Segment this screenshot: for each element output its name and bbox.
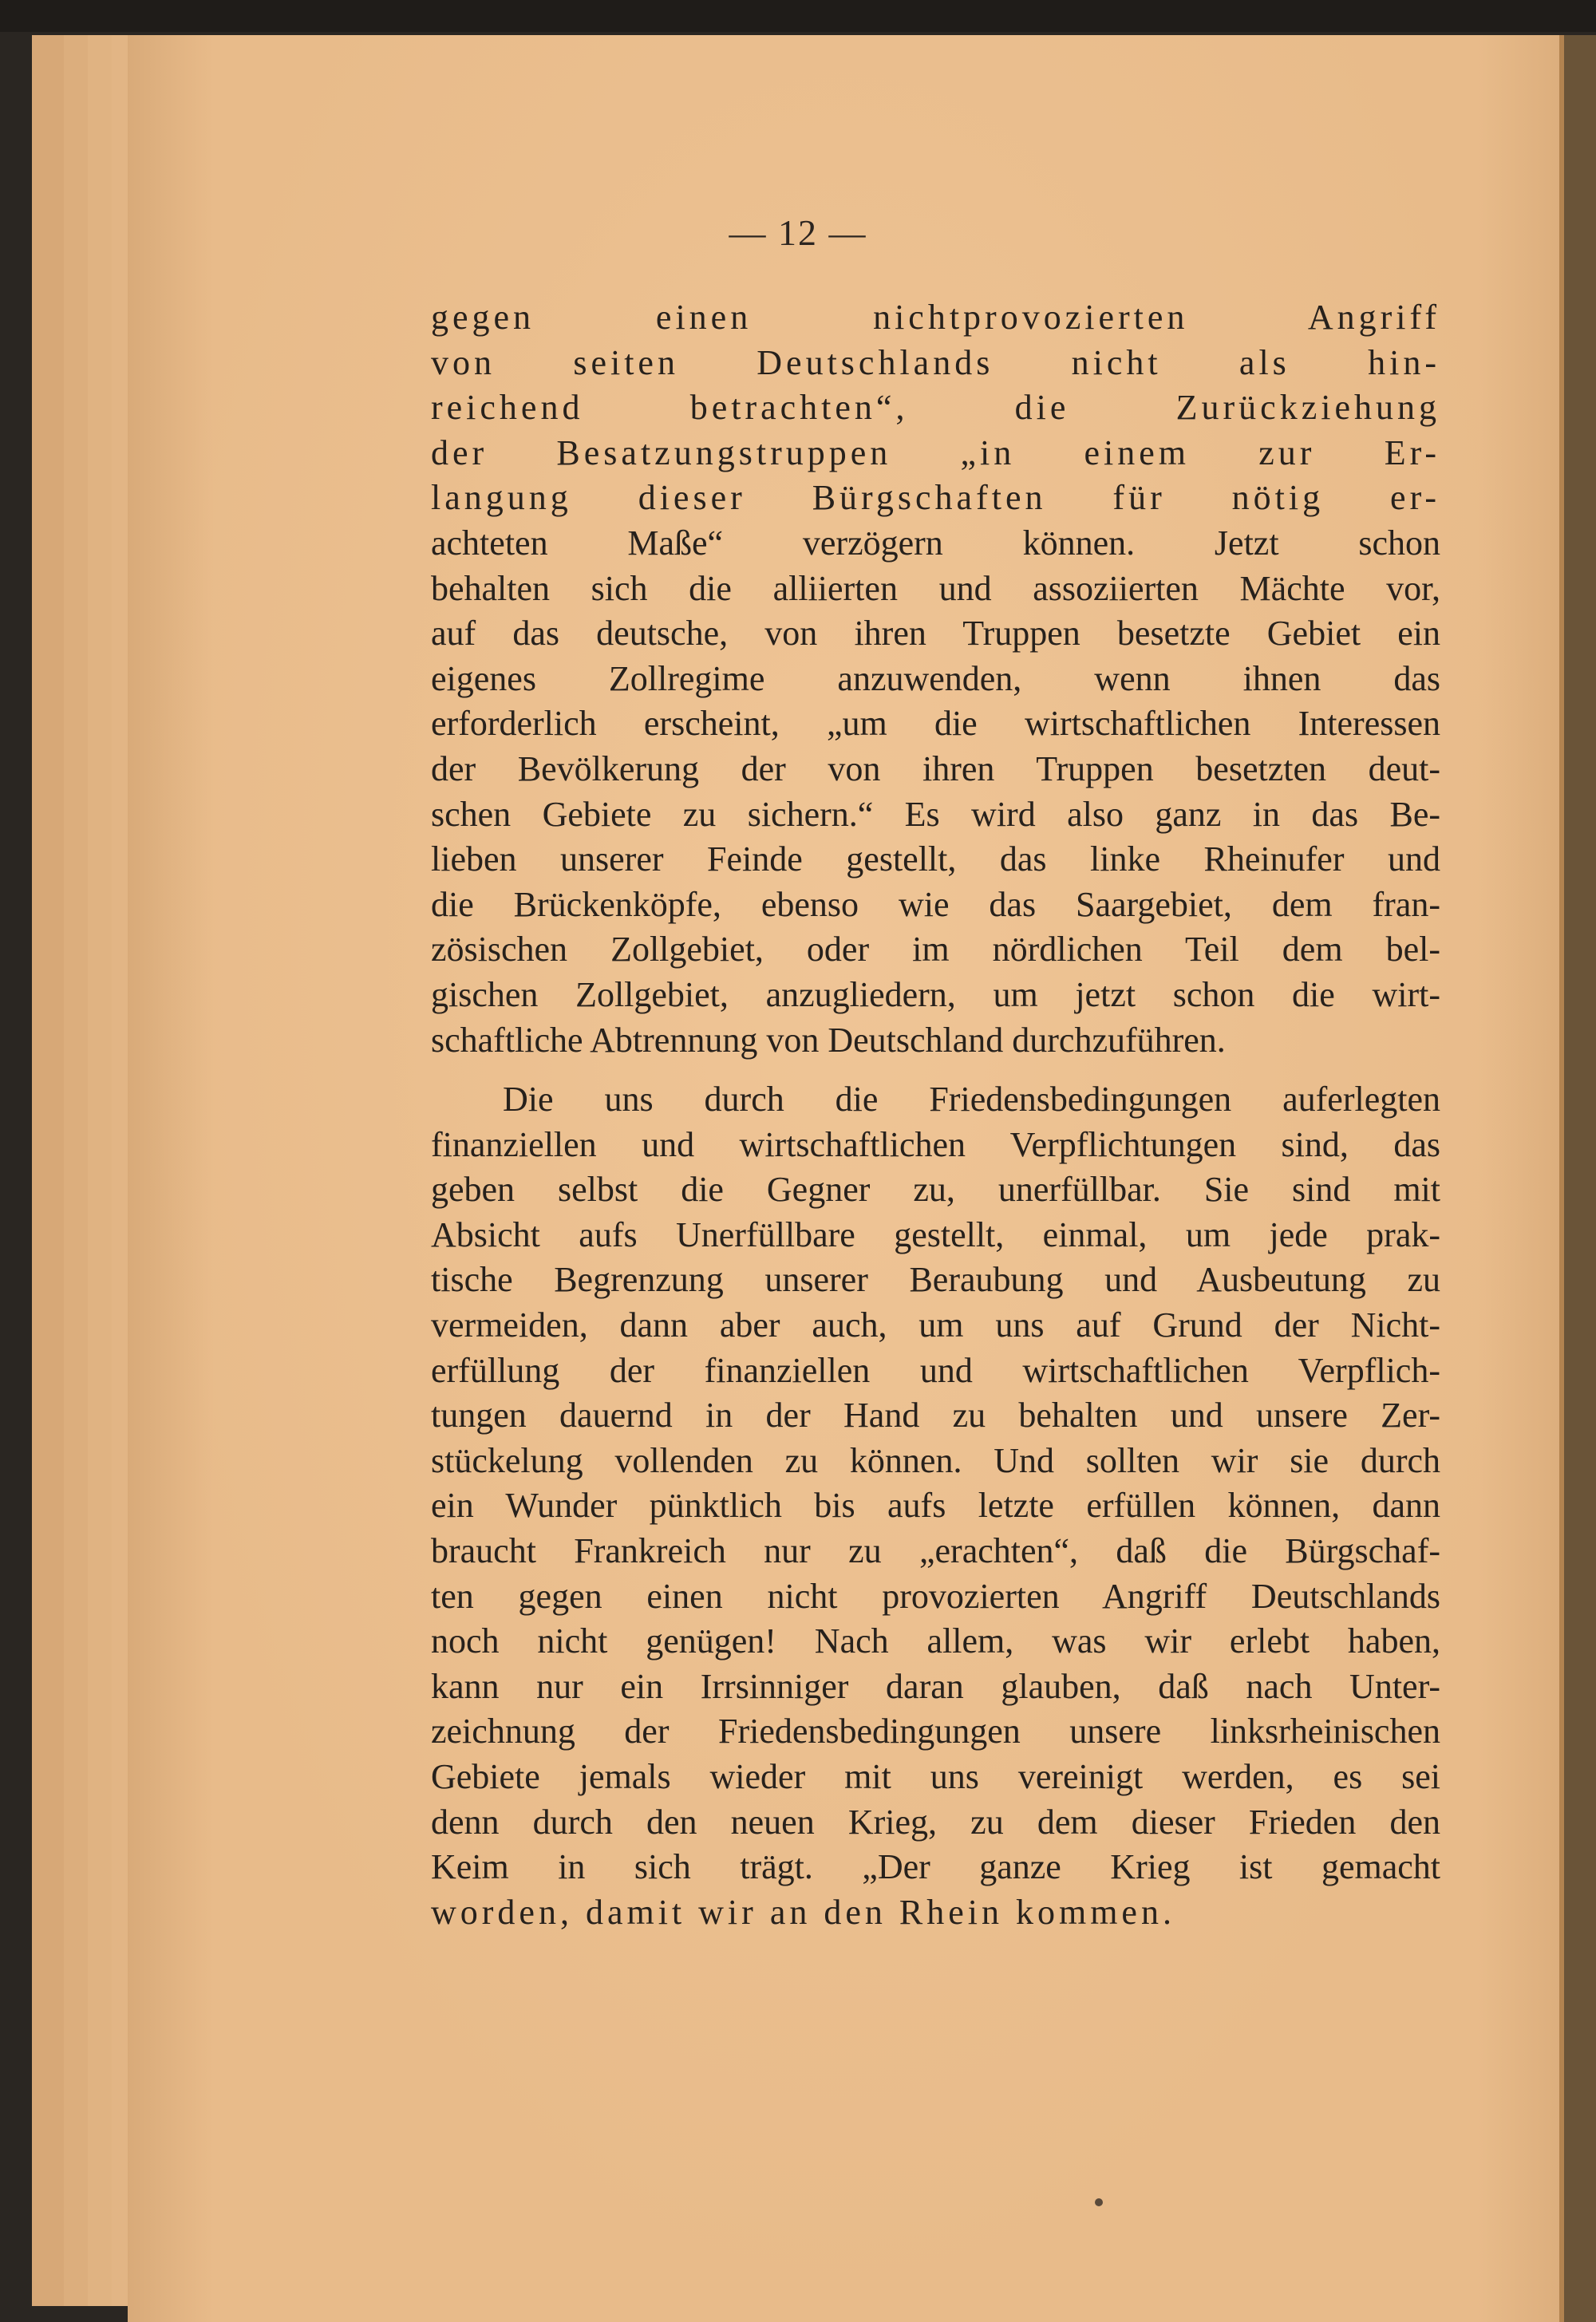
page-stack-edge — [32, 35, 65, 2306]
text-line: erfüllung der finanziellen und wirtschaftlichen Verpflich- — [431, 1350, 1440, 1390]
text-line: gischen Zollgebiet, anzugliedern, um jetzt schon die wirt- — [431, 974, 1440, 1014]
text-line: Gebiete jemals wieder mit uns vereinigt werden, es sei — [431, 1757, 1440, 1796]
text-line: schen Gebiete zu sichern.“ Es wird also ganz in das Be- — [431, 794, 1440, 834]
text-line: reichend betrachten“, die Zurückziehung — [431, 388, 1440, 428]
text-line: worden, damit wir an den Rhein kommen. — [431, 1892, 1175, 1932]
text-line: auf das deutsche, von ihren Truppen besetzte Gebiet ein — [431, 614, 1440, 654]
text-line: langung dieser Bürgschaften für nötig er- — [431, 478, 1440, 518]
scanner-background — [0, 0, 1596, 32]
text-line: Keim in sich trägt. „Der ganze Krieg ist gemacht — [431, 1847, 1440, 1887]
text-line: tische Begrenzung unserer Beraubung und Ausbeutung zu — [431, 1260, 1440, 1300]
page-stack-edge — [88, 35, 113, 2306]
text-line: schaftliche Abtrennung von Deutschland durchzuführen. — [431, 1020, 1226, 1060]
text-line: denn durch den neuen Krieg, zu dem dieser Frieden den — [431, 1802, 1440, 1842]
text-line: finanziellen und wirtschaftlichen Verpflichtungen sind, das — [431, 1124, 1440, 1164]
page-number: — 12 — — [729, 212, 867, 253]
text-line: eigenes Zollregime anzuwenden, wenn ihnen das — [431, 658, 1440, 698]
text-line: die Brückenköpfe, ebenso wie das Saargebiet, dem fran- — [431, 884, 1440, 924]
text-line: lieben unserer Feinde gestellt, das linke Rheinufer und — [431, 839, 1440, 879]
text-line: zeichnung der Friedensbedingungen unsere linksrheinischen — [431, 1712, 1440, 1751]
text-line: braucht Frankreich nur zu „erachten“, daß die Bürgschaf- — [431, 1531, 1440, 1571]
text-line: der Besatzungstruppen „in einem zur Er- — [431, 432, 1440, 472]
text-line: geben selbst die Gegner zu, unerfüllbar. Sie sind mit — [431, 1170, 1440, 1210]
text-line: vermeiden, dann aber auch, um uns auf Grund der Nicht- — [431, 1305, 1440, 1345]
body-text — [431, 295, 1440, 1935]
text-line: kann nur ein Irrsinniger daran glauben, daß nach Unter- — [431, 1666, 1440, 1706]
text-line: ein Wunder pünktlich bis aufs letzte erfüllen können, dann — [431, 1486, 1440, 1526]
text-line: von seiten Deutschlands nicht als hin- — [431, 342, 1440, 382]
text-line: ten gegen einen nicht provozierten Angriff Deutschlands — [431, 1576, 1440, 1616]
paragraph-gap — [431, 1063, 1440, 1077]
text-line: gegen einen nichtprovozierten Angriff — [431, 298, 1440, 337]
paragraph — [431, 295, 1440, 1063]
text-line: Die uns durch die Friedensbedingungen auferlegten — [503, 1080, 1440, 1120]
ink-spot — [1095, 2198, 1103, 2206]
text-line: tungen dauernd in der Hand zu behalten und unsere Zer- — [431, 1396, 1440, 1435]
scanner-background-right — [1564, 35, 1596, 2322]
page-stack-edge — [64, 35, 89, 2306]
text-line: behalten sich die alliierten und assoziierten Mächte vor, — [431, 568, 1440, 608]
text-line: achteten Maße“ verzögern können. Jetzt schon — [431, 523, 1440, 563]
text-line: zösischen Zollgebiet, oder im nördlichen Teil dem bel- — [431, 930, 1440, 969]
text-line: noch nicht genügen! Nach allem, was wir erlebt haben, — [431, 1621, 1440, 1661]
text-line: stückelung vollenden zu können. Und sollten wir sie durch — [431, 1440, 1440, 1480]
text-line: Absicht aufs Unerfüllbare gestellt, einmal, um jede prak- — [431, 1214, 1440, 1254]
text-line: der Bevölkerung der von ihren Truppen besetzten deut- — [431, 748, 1440, 788]
text-line: erforderlich erscheint, „um die wirtschaftlichen Interessen — [431, 704, 1440, 744]
paragraph — [431, 1077, 1440, 1935]
